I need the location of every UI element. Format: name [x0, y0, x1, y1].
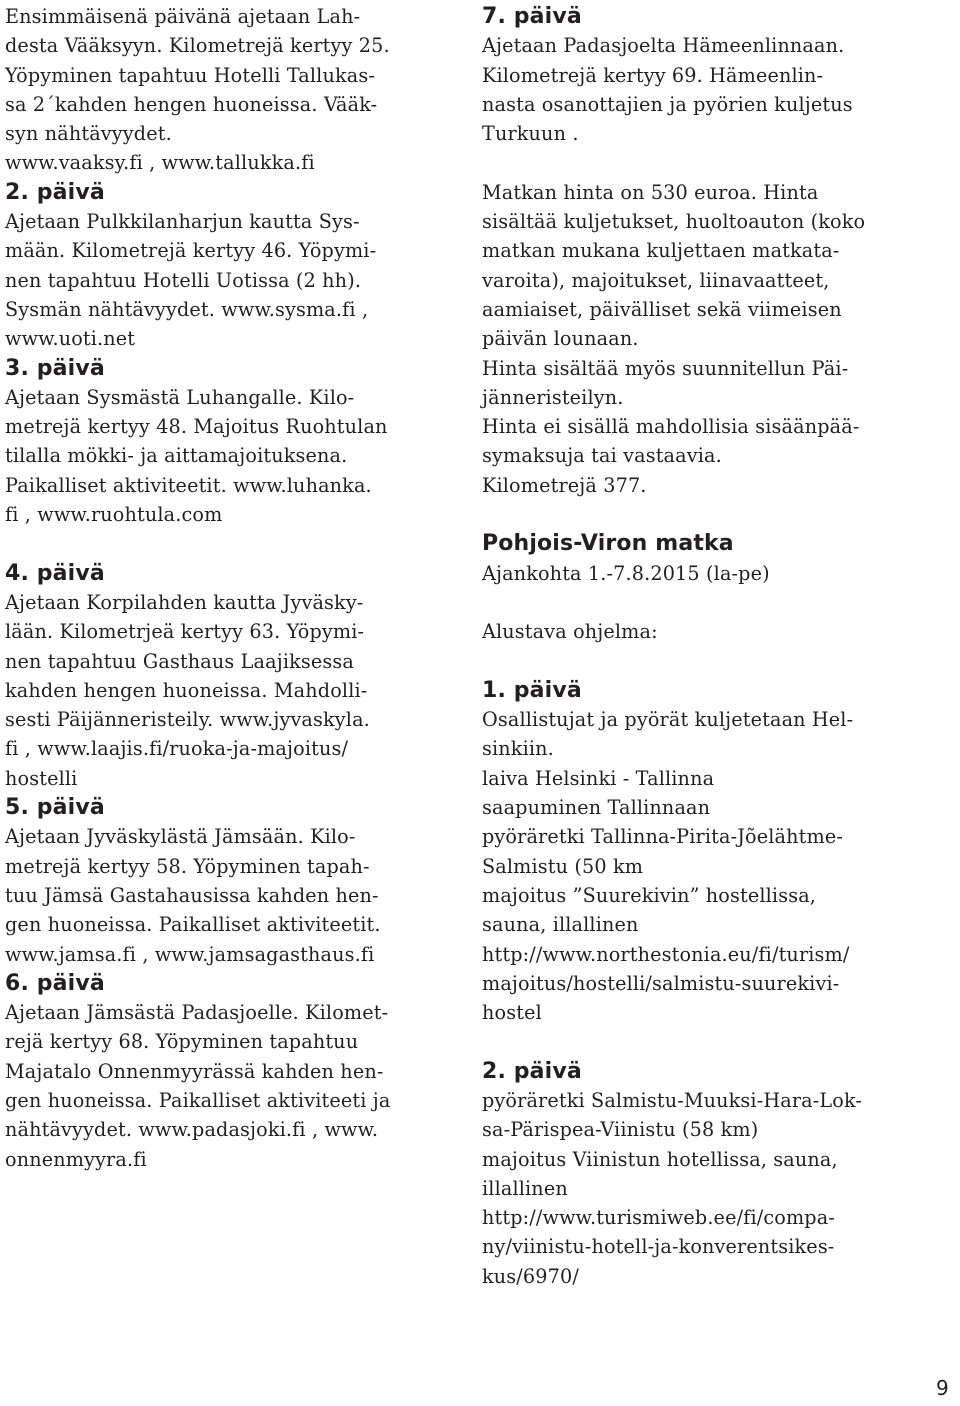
text-line: nen tapahtuu Gasthaus Laajiksessa	[5, 649, 354, 673]
text-line: pyöräretki Tallinna-Pirita-Jõelähtme-	[482, 825, 843, 849]
text-line: nen tapahtuu Hotelli Uotissa (2 hh).	[5, 268, 362, 292]
text-line: sauna, illallinen	[482, 913, 639, 937]
paragraph	[5, 588, 465, 793]
text-line: onnenmyyra.fi	[5, 1147, 147, 1171]
text-line: Hinta sisältää myös suunnitellun Päi-	[482, 356, 849, 380]
text-line: Ajankohta 1.-7.8.2015 (la-pe)	[482, 561, 770, 585]
text-line: Ajetaan Jämsästä Padasjoelle. Kilomet-	[5, 1001, 389, 1025]
text-line: Yöpyminen tapahtuu Hotelli Tallukas-	[5, 63, 375, 87]
spacer	[482, 647, 952, 676]
paragraph	[482, 1086, 952, 1291]
day-heading: 2. päivä	[482, 1058, 582, 1084]
text-line: majoitus/hostelli/salmistu-suurekivi-	[482, 971, 840, 995]
text-line: http://www.turismiweb.ee/fi/compa-	[482, 1206, 835, 1230]
day-heading: 6. päivä	[5, 970, 105, 996]
day-heading: 4. päivä	[5, 560, 105, 586]
text-line: varoita), majoitukset, liinavaatteet,	[482, 268, 830, 292]
paragraph	[5, 207, 465, 353]
text-line: sesti Päijänneristeily. www.jyvaskyla.	[5, 708, 370, 732]
text-line: Ajetaan Jyväskylästä Jämsään. Kilo-	[5, 825, 356, 849]
text-line: kahden hengen huoneissa. Mahdolli-	[5, 678, 368, 702]
text-line: sa 2´kahden hengen huoneissa. Vääk-	[5, 92, 378, 116]
text-line: tuu Jämsä Gastahausissa kahden hen-	[5, 883, 379, 907]
text-line: metrejä kertyy 58. Yöpyminen tapah-	[5, 854, 370, 878]
text-line: Turkuun .	[482, 122, 579, 146]
text-line: sinkiin.	[482, 737, 554, 761]
day-heading: 2. päivä	[5, 179, 105, 205]
text-line: majoitus Viinistun hotellissa, sauna,	[482, 1147, 838, 1171]
paragraph	[482, 31, 952, 148]
text-line: desta Vääksyyn. Kilometrejä kertyy 25.	[5, 34, 390, 58]
text-line: Osallistujat ja pyörät kuljetetaan Hel-	[482, 708, 854, 732]
text-line: Matkan hinta on 530 euroa. Hinta	[482, 180, 819, 204]
paragraph	[5, 383, 465, 529]
page-number: 9	[936, 1376, 949, 1400]
text-line: Ajetaan Pulkkilanharjun kautta Sys-	[5, 210, 360, 234]
text-line: symaksuja tai vastaavia.	[482, 444, 722, 468]
text-line: gen huoneissa. Paikalliset aktiviteeti ja	[5, 1088, 391, 1112]
paragraph	[482, 617, 952, 646]
text-line: jänneristeilyn.	[482, 385, 624, 409]
text-line: Ajetaan Padasjoelta Hämeenlinnaan.	[482, 34, 845, 58]
paragraph	[5, 2, 465, 178]
spacer	[5, 529, 465, 558]
text-line: illallinen	[482, 1176, 568, 1200]
text-line: http://www.northestonia.eu/fi/turism/	[482, 942, 850, 966]
text-line: Kilometrejä kertyy 69. Hämeenlin-	[482, 63, 824, 87]
text-line: lään. Kilometrjeä kertyy 63. Yöpymi-	[5, 620, 365, 644]
paragraph	[482, 559, 952, 588]
text-line: sisältää kuljetukset, huoltoauton (koko	[482, 210, 866, 234]
text-line: fi , www.ruohtula.com	[5, 503, 223, 527]
text-line: Ajetaan Sysmästä Luhangalle. Kilo-	[5, 385, 355, 409]
text-line: laiva Helsinki - Tallinna	[482, 766, 715, 790]
text-line: majoitus ”Suurekivin” hostellissa,	[482, 883, 817, 907]
text-line: rejä kertyy 68. Yöpyminen tapahtuu	[5, 1030, 359, 1054]
text-line: päivän lounaan.	[482, 327, 639, 351]
text-line: matkan mukana kuljettaen matkata-	[482, 239, 840, 263]
text-line: nähtävyydet. www.padasjoki.fi , www.	[5, 1118, 379, 1142]
text-line: aamiaiset, päivälliset sekä viimeisen	[482, 297, 842, 321]
text-line: gen huoneissa. Paikalliset aktiviteetit.	[5, 913, 381, 937]
day-heading: Pohjois-Viron matka	[482, 531, 734, 557]
text-line: Salmistu (50 km	[482, 854, 644, 878]
text-line: mään. Kilometrejä kertyy 46. Yöpymi-	[5, 239, 377, 263]
text-line: Majatalo Onnenmyyrässä kahden hen-	[5, 1059, 384, 1083]
text-line: sa-Pärispea-Viinistu (58 km)	[482, 1118, 759, 1142]
right-column	[482, 2, 952, 1291]
text-line: www.jamsa.fi , www.jamsagasthaus.fi	[5, 942, 375, 966]
day-heading: 7. päivä	[482, 4, 582, 29]
text-line: kus/6970/	[482, 1264, 579, 1288]
text-line: saapuminen Tallinnaan	[482, 796, 711, 820]
day-heading: 3. päivä	[5, 355, 105, 381]
paragraph	[482, 705, 952, 1027]
text-line: www.vaaksy.fi , www.tallukka.fi	[5, 151, 315, 175]
text-line: syn nähtävyydet.	[5, 122, 172, 146]
spacer	[482, 500, 952, 529]
paragraph	[5, 998, 465, 1174]
text-line: Hinta ei sisällä mahdollisia sisäänpää-	[482, 415, 860, 439]
paragraph	[482, 178, 952, 500]
text-line: Paikalliset aktiviteetit. www.luhanka.	[5, 473, 372, 497]
text-line: pyöräretki Salmistu-Muuksi-Hara-Lok-	[482, 1088, 863, 1112]
text-line: metrejä kertyy 48. Majoitus Ruohtulan	[5, 415, 388, 439]
left-column	[5, 2, 465, 1174]
text-line: ny/viinistu-hotell-ja-konverentsikes-	[482, 1235, 835, 1259]
day-heading: 5. päivä	[5, 795, 105, 821]
spacer	[482, 148, 952, 177]
day-heading: 1. päivä	[482, 677, 582, 703]
spacer	[482, 1027, 952, 1056]
text-line: hostelli	[5, 766, 78, 790]
text-line: fi , www.laajis.fi/ruoka-ja-majoitus/	[5, 737, 349, 761]
spacer	[482, 588, 952, 617]
text-line: www.uoti.net	[5, 327, 136, 351]
text-line: Ensimmäisenä päivänä ajetaan Lah-	[5, 5, 361, 28]
text-line: hostel	[482, 1001, 542, 1025]
text-line: tilalla mökki- ja aittamajoituksena.	[5, 444, 348, 468]
text-line: nasta osanottajien ja pyörien kuljetus	[482, 92, 853, 116]
paragraph	[5, 822, 465, 968]
text-line: Alustava ohjelma:	[482, 620, 658, 644]
text-line: Kilometrejä 377.	[482, 473, 647, 497]
text-line: Sysmän nähtävyydet. www.sysma.fi ,	[5, 297, 369, 321]
text-line: Ajetaan Korpilahden kautta Jyväsky-	[5, 590, 364, 614]
